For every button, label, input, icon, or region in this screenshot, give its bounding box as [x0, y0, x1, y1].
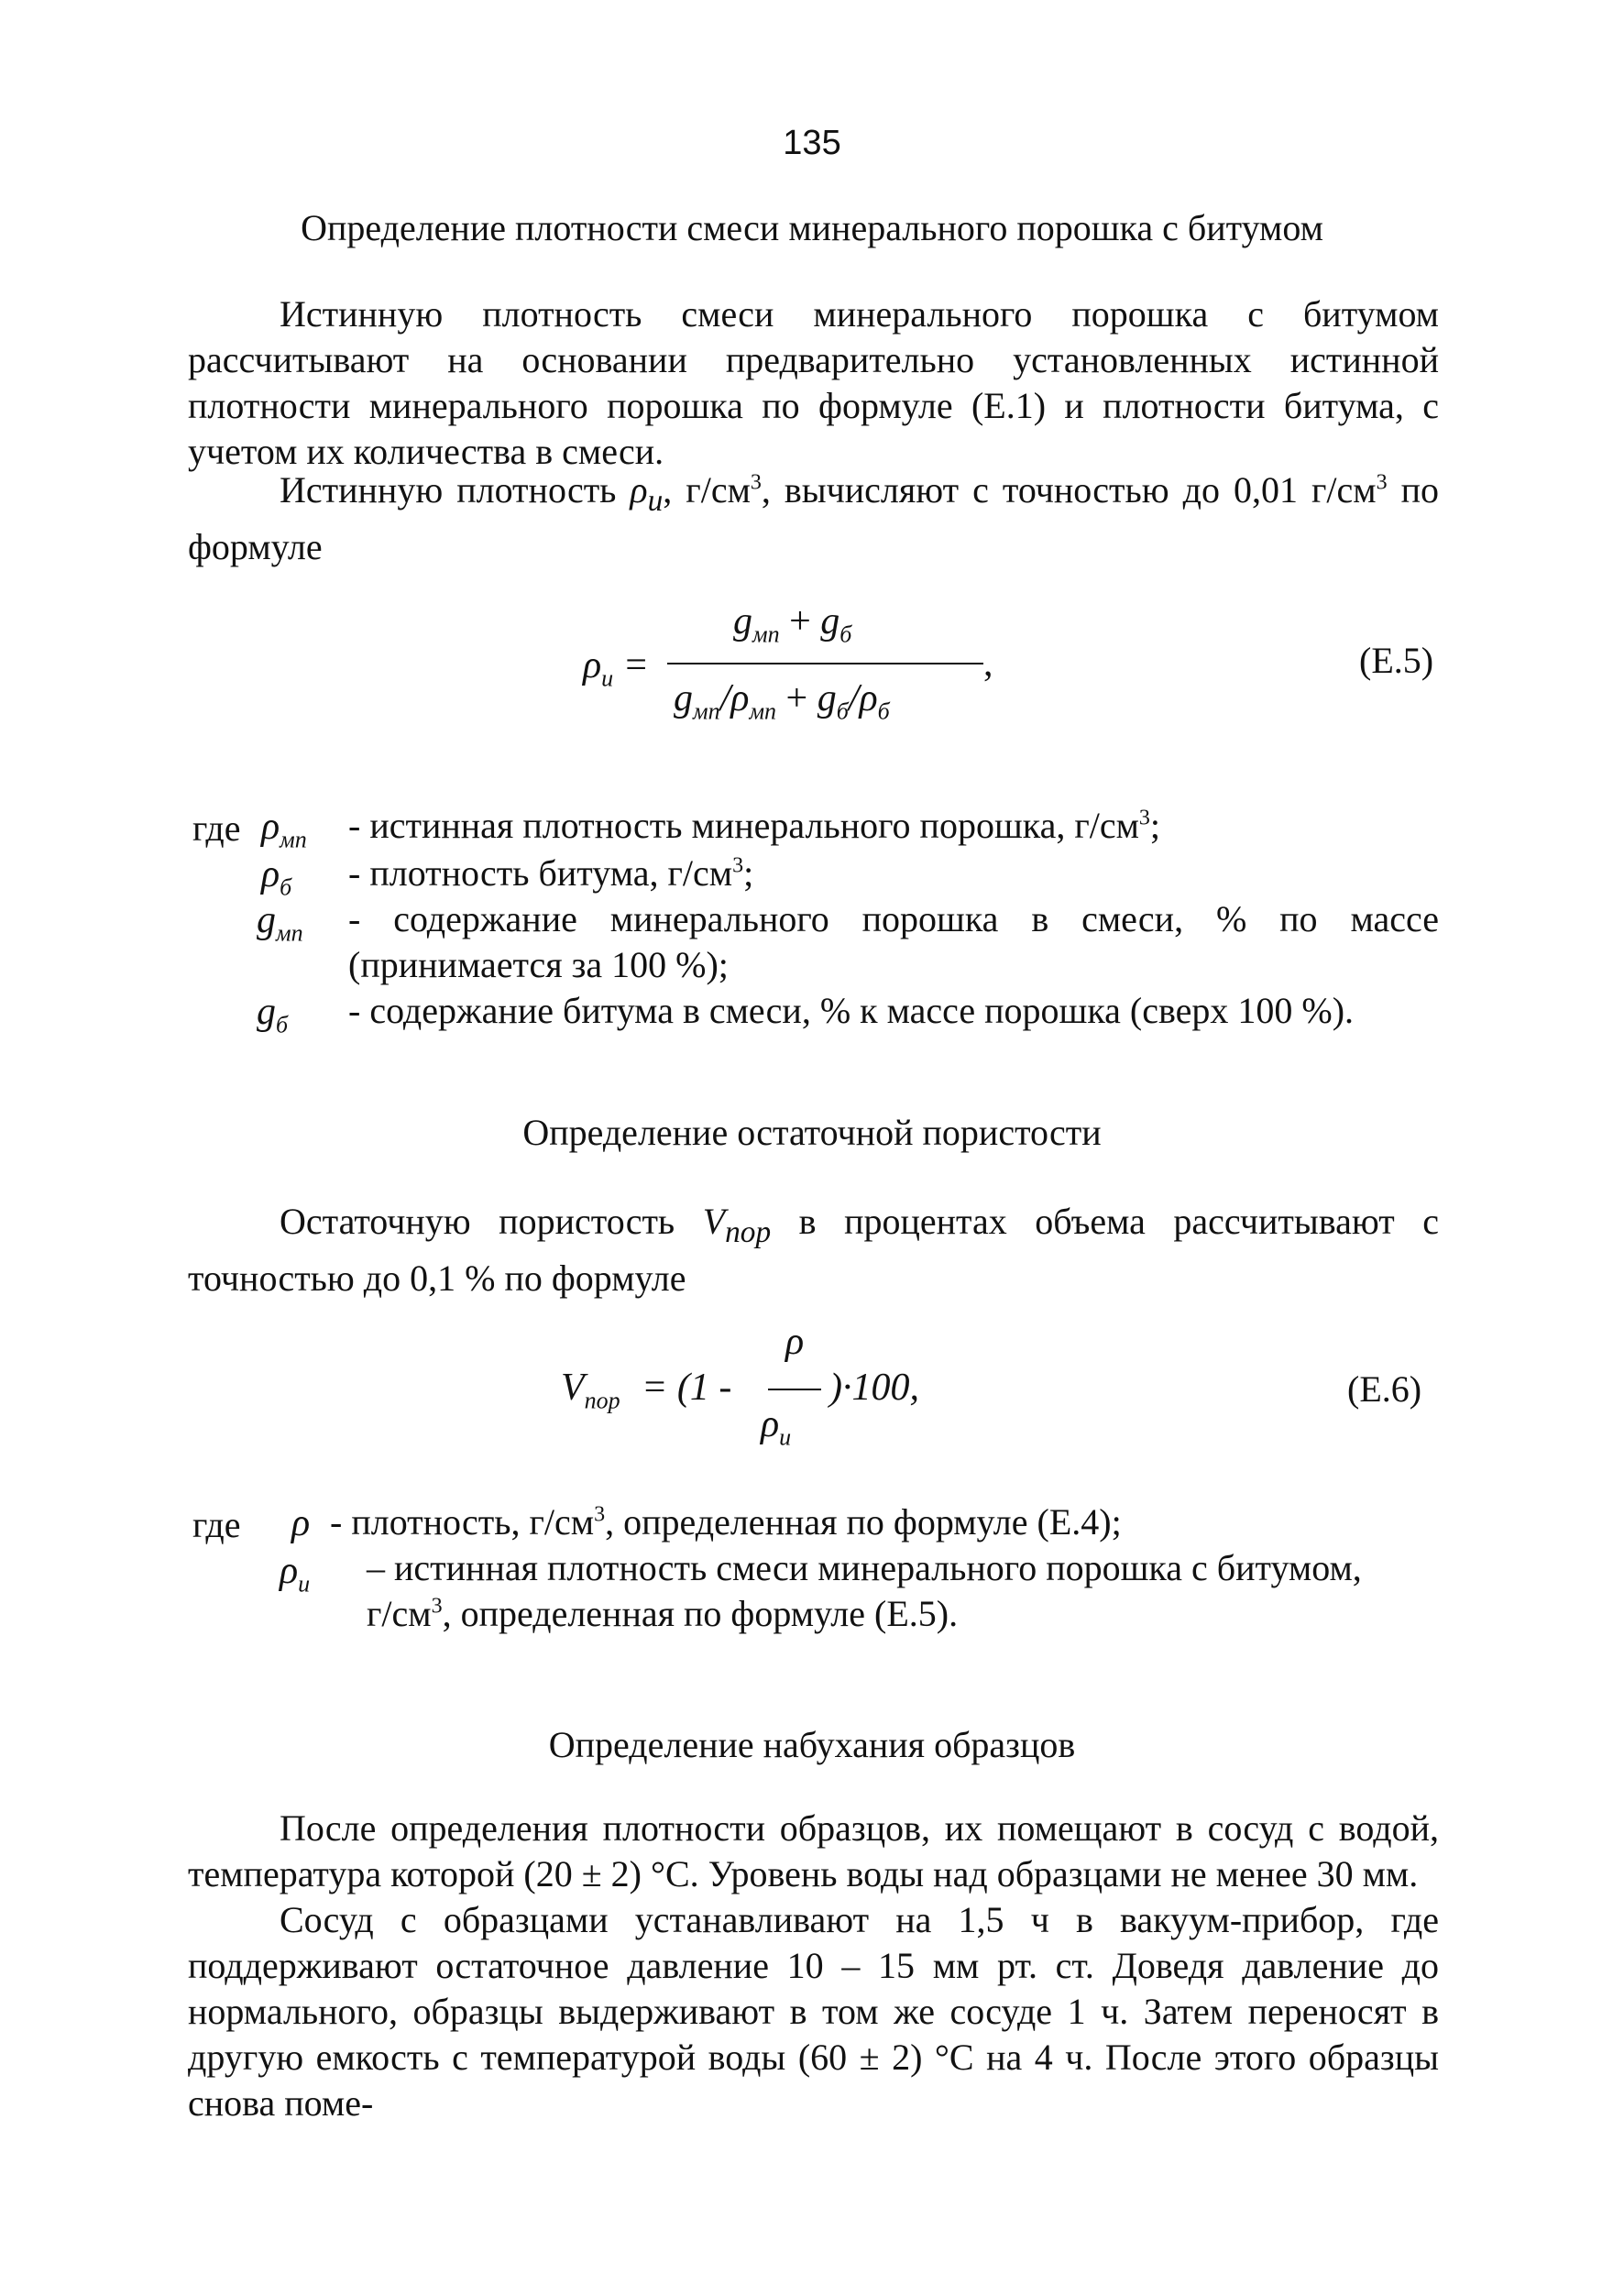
formula-e6-left: = (1 -: [642, 1367, 732, 1409]
superscript: 3: [1376, 470, 1388, 495]
sub: мп: [752, 620, 780, 648]
formula-e6-right: )·100,: [829, 1367, 919, 1409]
g-symbol: g: [817, 677, 837, 719]
sub: б: [836, 697, 849, 725]
symbol-rho: ρ: [630, 469, 648, 511]
symbol: g: [257, 991, 276, 1033]
symbol: ρ: [261, 853, 280, 895]
paragraph-text: После определения плотности образцов, их помещают в сосуд с водой, температура которой (20 ± 2) °С. Уровень воды над образцами не менее 30 мм.: [188, 1807, 1439, 1894]
text: - плотность, г/см: [330, 1501, 595, 1543]
def-text-g-mp: - содержание минерального порошка в смеси, % по массе (принимается за 100 %);: [348, 898, 1439, 985]
text: ;: [1149, 805, 1161, 846]
symbol-sub: пор: [725, 1215, 772, 1249]
page-number: 135: [783, 124, 841, 162]
symbol: ρ: [261, 806, 280, 848]
sub: б: [280, 873, 292, 901]
formula-comma: ,: [983, 642, 993, 685]
g-symbol: g: [733, 600, 752, 642]
equation-number-e5: (Е.5): [1359, 640, 1434, 681]
equation-number-e6: (Е.6): [1347, 1368, 1422, 1410]
def-text-rho: [330, 1499, 1430, 1545]
formula-e6-lhs: [561, 1366, 620, 1414]
plus: +: [789, 600, 811, 642]
sub: б: [877, 697, 890, 725]
slash: /: [848, 677, 860, 719]
fraction-line-e5: [667, 663, 983, 664]
def-symbol-rho-i: [280, 1549, 310, 1598]
plus: +: [785, 677, 808, 719]
symbol-sub: и: [647, 484, 664, 518]
formula-e5-lhs: [583, 643, 649, 692]
superscript: 3: [431, 1594, 443, 1619]
def-symbol-g-b: [257, 990, 288, 1038]
where-label: где: [192, 1504, 241, 1545]
paragraph-swelling-1: [188, 1806, 1439, 1897]
formula-e6-denominator: [761, 1402, 791, 1451]
def-symbol-rho-mp: [261, 805, 307, 853]
text: в процентах объема рассчитывают с точностью до 0,1 % по формуле: [188, 1201, 1439, 1299]
paragraph-swelling-2: [188, 1897, 1439, 2126]
lhs-symbol: ρ: [583, 644, 602, 686]
formula-e6-numerator: ρ: [785, 1321, 805, 1363]
symbol: ρ: [291, 1502, 311, 1544]
sub: мп: [749, 697, 777, 725]
fraction-line-e6: [768, 1389, 821, 1390]
section-heading-swelling: Определение набухания образцов: [548, 1724, 1076, 1765]
sub: б: [839, 620, 852, 648]
symbol: g: [257, 899, 276, 941]
where-label: где: [192, 807, 241, 849]
paragraph-text: Сосуд с образцами устанавливают на 1,5 ч в вакуум-прибор, где поддерживают остаточное давление 10 – 15 мм рт. ст. Доведя давление до нормального, образцы выдерживают в том же сосуде 1 ч. Затем переносят в другую емкость с температурой воды (60 ± 2) °С на 4 ч. После этого образцы снова поме-: [188, 1899, 1439, 2124]
symbol: ρ: [280, 1550, 299, 1592]
def-symbol-rho: [291, 1501, 310, 1545]
sub: мп: [276, 919, 303, 947]
sub: мп: [693, 697, 720, 725]
section-heading-density: Определение плотности смеси минерального порошка с битумом: [301, 207, 1323, 248]
sub: б: [276, 1011, 289, 1038]
text: , определенная по формуле (Е.5).: [442, 1593, 959, 1634]
text: по формуле: [188, 469, 1440, 567]
text: - истинная плотность минерального порошка, г/см: [348, 805, 1139, 846]
def-symbol-g-mp: [257, 898, 303, 947]
def-text-g-b: - содержание битума в смеси, % к массе порошка (сверх 100 %).: [348, 990, 1355, 1031]
text: ;: [743, 852, 754, 894]
rho-symbol: ρ: [730, 677, 750, 719]
formula-e5-denominator: [674, 676, 890, 725]
paragraph-porosity: [188, 1199, 1439, 1301]
sub: мп: [280, 826, 307, 853]
lhs-symbol: V: [561, 1367, 585, 1409]
lhs-sub: и: [601, 664, 614, 692]
text: , определенная по формуле (Е.4);: [605, 1501, 1122, 1543]
paragraph-text: Истинную плотность смеси минерального порошка с битумом рассчитывают на основании предварительно установленных истинной плотности минерального порошка по формуле (Е.1) и плотности битума, с учетом их количества в смеси.: [188, 293, 1439, 472]
superscript: 3: [732, 853, 744, 878]
lhs-sub: пор: [584, 1387, 620, 1414]
paragraph-true-density-calc: [188, 467, 1439, 570]
def-text-rho-i: [367, 1545, 1375, 1637]
symbol-v: V: [702, 1201, 726, 1242]
text: – истинная плотность смеси минерального порошка с битумом, г/см: [367, 1547, 1362, 1634]
equals: =: [622, 644, 650, 686]
section-heading-porosity: Определение остаточной пористости: [522, 1112, 1102, 1153]
text: Остаточную пористость: [280, 1201, 703, 1242]
rho-symbol: ρ: [761, 1403, 780, 1445]
g-symbol: g: [674, 677, 693, 719]
rho-symbol: ρ: [859, 677, 878, 719]
paragraph-true-density-intro: [188, 291, 1439, 475]
text: - плотность битума, г/см: [348, 852, 733, 894]
g-symbol: g: [820, 600, 840, 642]
def-text-rho-b: [348, 851, 1439, 896]
formula-e5-numerator: [733, 599, 851, 648]
sub: и: [779, 1423, 792, 1451]
text: , г/см: [663, 469, 751, 511]
sub: и: [298, 1570, 311, 1598]
def-text-rho-mp: [348, 803, 1439, 849]
superscript: 3: [594, 1502, 606, 1527]
text: , вычисляют с точностью до 0,01 г/см: [761, 469, 1377, 511]
def-symbol-rho-b: [261, 852, 291, 901]
text: Истинную плотность: [280, 469, 631, 511]
slash: /: [719, 677, 731, 719]
superscript: 3: [1138, 806, 1150, 830]
superscript: 3: [750, 470, 762, 495]
